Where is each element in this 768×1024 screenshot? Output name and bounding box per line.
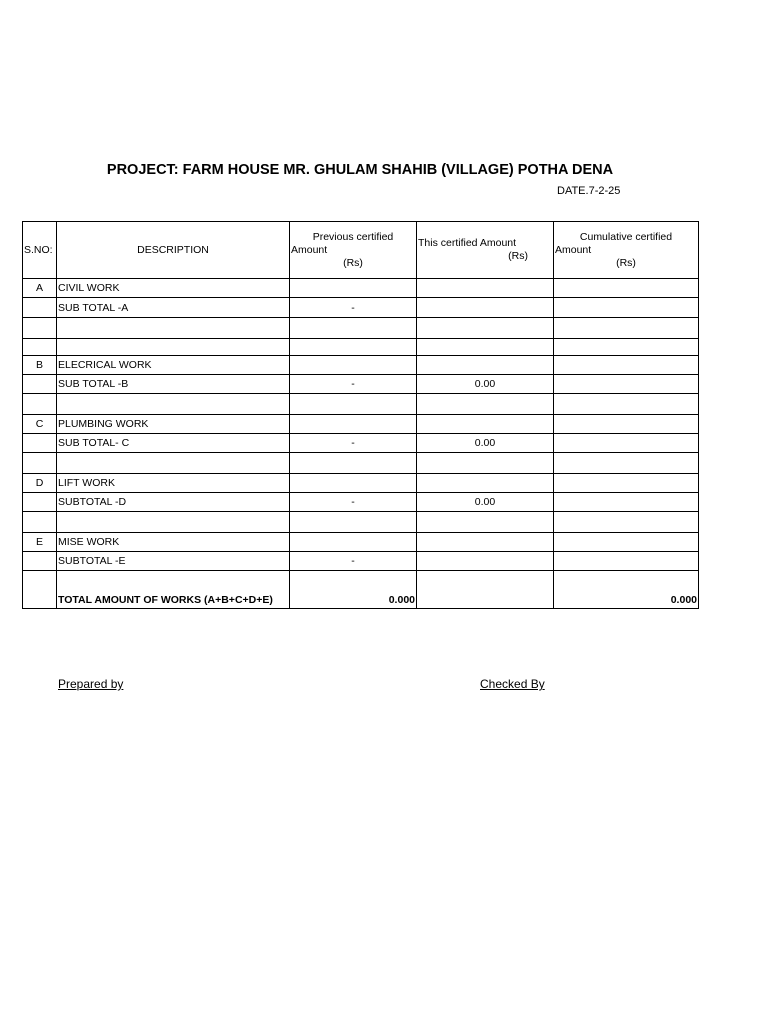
row-prev xyxy=(290,533,417,552)
header-previous-amount xyxy=(290,222,417,279)
total-this xyxy=(417,571,554,609)
row-description: LIFT WORK xyxy=(57,474,290,493)
row-sno: C xyxy=(23,415,57,434)
table-row xyxy=(23,552,699,571)
table-row xyxy=(23,493,699,512)
row-sno: A xyxy=(23,279,57,298)
row-prev: - xyxy=(290,298,417,318)
row-this xyxy=(417,474,554,493)
row-sno xyxy=(23,375,57,394)
row-sno: B xyxy=(23,356,57,375)
header-prev-line1: Previous certified xyxy=(312,230,394,243)
row-cum xyxy=(554,298,699,318)
row-this xyxy=(417,279,554,298)
total-row xyxy=(23,571,699,609)
row-description: ELECRICAL WORK xyxy=(57,356,290,375)
row-this xyxy=(417,533,554,552)
blank-row xyxy=(23,512,699,533)
row-sno xyxy=(23,552,57,571)
blank-row xyxy=(23,453,699,474)
total-description: TOTAL AMOUNT OF WORKS (A+B+C+D+E) xyxy=(57,571,290,609)
blank-row xyxy=(23,318,699,339)
row-description: SUBTOTAL -D xyxy=(57,493,290,512)
row-this xyxy=(417,415,554,434)
row-cum xyxy=(554,434,699,453)
table-row xyxy=(23,279,699,298)
prepared-by-label: Prepared by xyxy=(58,677,124,691)
certification-table xyxy=(22,221,699,609)
row-cum xyxy=(554,493,699,512)
table-row xyxy=(23,533,699,552)
blank-row xyxy=(23,339,699,356)
row-prev xyxy=(290,415,417,434)
header-prev-line3: (Rs) xyxy=(343,256,363,269)
row-sno: D xyxy=(23,474,57,493)
row-sno xyxy=(23,434,57,453)
row-prev xyxy=(290,279,417,298)
row-cum xyxy=(554,533,699,552)
document-date: DATE.7-2-25 xyxy=(557,185,621,197)
table-row xyxy=(23,415,699,434)
row-cum xyxy=(554,375,699,394)
row-prev: - xyxy=(290,375,417,394)
row-this xyxy=(417,356,554,375)
row-description: SUB TOTAL- C xyxy=(57,434,290,453)
header-this-amount xyxy=(417,222,554,279)
table-row xyxy=(23,356,699,375)
row-cum xyxy=(554,356,699,375)
project-title: PROJECT: FARM HOUSE MR. GHULAM SHAHIB (VILLAGE) POTHA DENA xyxy=(106,162,614,178)
header-this-line2: (Rs) xyxy=(508,250,528,262)
row-this xyxy=(417,552,554,571)
table-row xyxy=(23,375,699,394)
row-this: 0.00 xyxy=(417,434,554,453)
row-cum xyxy=(554,415,699,434)
row-sno xyxy=(23,298,57,318)
row-cum xyxy=(554,279,699,298)
row-description: SUB TOTAL -A xyxy=(57,298,290,318)
row-description: PLUMBING WORK xyxy=(57,415,290,434)
row-prev: - xyxy=(290,493,417,512)
row-description: SUBTOTAL -E xyxy=(57,552,290,571)
total-cum: 0.000 xyxy=(554,571,699,609)
row-this: 0.00 xyxy=(417,375,554,394)
row-prev xyxy=(290,474,417,493)
row-prev: - xyxy=(290,552,417,571)
table-row xyxy=(23,434,699,453)
row-description: SUB TOTAL -B xyxy=(57,375,290,394)
header-this-line1: This certified Amount xyxy=(418,237,517,249)
row-prev xyxy=(290,356,417,375)
row-cum xyxy=(554,552,699,571)
row-sno: E xyxy=(23,533,57,552)
header-cumulative-amount xyxy=(554,222,699,279)
table-row xyxy=(23,298,699,318)
header-prev-line2: Amount xyxy=(291,243,328,256)
checked-by-label: Checked By xyxy=(480,677,545,691)
blank-row xyxy=(23,394,699,415)
row-description: MISE WORK xyxy=(57,533,290,552)
row-this xyxy=(417,298,554,318)
table-header-row xyxy=(23,222,699,279)
total-prev: 0.000 xyxy=(290,571,417,609)
row-prev: - xyxy=(290,434,417,453)
header-cum-line3: (Rs) xyxy=(616,256,636,269)
table-row xyxy=(23,474,699,493)
row-description: CIVIL WORK xyxy=(57,279,290,298)
header-description: DESCRIPTION xyxy=(57,222,290,279)
header-sno: S.NO: xyxy=(23,222,57,279)
row-this: 0.00 xyxy=(417,493,554,512)
header-cum-line1: Cumulative certified xyxy=(579,230,673,243)
row-sno xyxy=(23,493,57,512)
row-cum xyxy=(554,474,699,493)
total-sno xyxy=(23,571,57,609)
header-cum-line2: Amount xyxy=(555,243,592,256)
